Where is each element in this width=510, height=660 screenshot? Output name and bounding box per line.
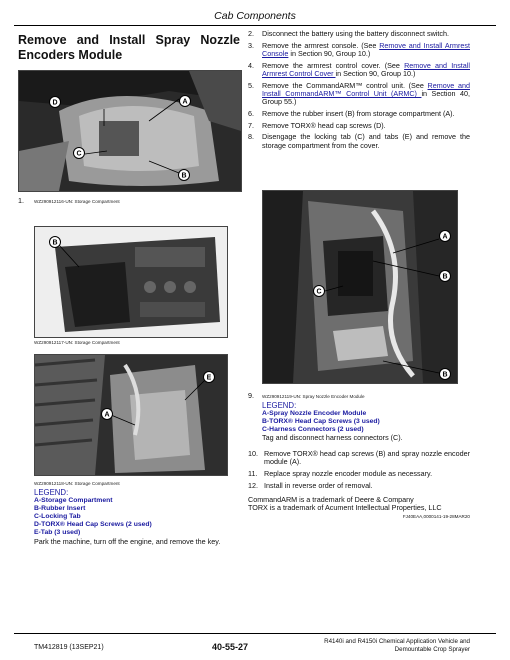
right-column	[248, 30, 470, 153]
legend-item: B-Rubber Insert	[34, 505, 86, 512]
link-armrest-control-cover[interactable]: Remove and Install Armrest Control Cover	[262, 60, 470, 78]
callout-e: E	[206, 374, 212, 382]
section-title: Remove and Install Spray Nozzle	[18, 33, 240, 47]
figure-caption-3: WZ290912118-UN: Storage Compartment	[34, 481, 120, 486]
step-item: 10. Remove TORX® head cap screws (B) and spray nozzle encoder module (A).	[248, 449, 470, 467]
callout-b-2: B	[52, 239, 58, 247]
callout-a: A	[182, 98, 188, 106]
callout-b-4b: B	[442, 371, 448, 379]
trademark-commandarm: CommandARM is a trademark of Deere & Company	[248, 495, 414, 504]
park-machine-note: Park the machine, turn off the engine, and remove the key.	[34, 537, 221, 546]
figure-caption-2: WZ290912117-UN: Storage Compartment	[34, 340, 120, 345]
legend-item: C-Locking Tab	[34, 513, 81, 520]
header-rule	[14, 25, 496, 26]
step-item: 8. Disengage the locking tab (C) and tabs (E) and remove the storage compartment from the cover.	[248, 132, 470, 150]
figure-storage-compartment-1	[18, 70, 242, 192]
step-item: 2. Disconnect the battery using the battery disconnect switch.	[248, 29, 449, 38]
section-title-line2: Encoders Module	[18, 48, 123, 62]
figure-storage-compartment-3	[34, 354, 228, 476]
trademark-torx: TORX is a trademark of Acument Intellectual Properties, LLC	[248, 503, 442, 513]
legend-left	[34, 488, 234, 546]
footer-page-number: 40-55-27	[212, 642, 249, 652]
callout-c-4: C	[316, 288, 322, 296]
legend-item: D-TORX® Head Cap Screws (2 used)	[34, 521, 152, 528]
legend-item: E-Tab (3 used)	[34, 529, 81, 536]
steps-list-a	[248, 30, 470, 150]
figure-number-1: 1.	[18, 196, 24, 205]
figure-storage-compartment-2	[34, 226, 228, 338]
footer-product: R4140i and R4150i Chemical Application Vehicle and Demountable Crop Sprayer	[324, 638, 470, 653]
figure-spray-nozzle-encoder-module	[262, 190, 458, 384]
legend-item: A-Spray Nozzle Encoder Module	[262, 410, 367, 417]
callout-d: D	[52, 99, 58, 107]
legend-item: A-Storage Compartment	[34, 497, 113, 504]
callout-a-3: A	[104, 411, 110, 419]
link-armrest-console[interactable]: Remove and Install Armrest Console	[262, 40, 470, 58]
page-header: Cab Components	[214, 10, 296, 22]
step-item: 12. Install in reverse order of removal.	[248, 480, 373, 490]
figure-caption-1: WZ290912116-UN: Storage Compartment	[34, 199, 120, 204]
callout-c: C	[76, 150, 82, 158]
figure-number-9: 9.	[248, 391, 254, 400]
legend-heading: LEGEND:	[34, 488, 69, 497]
steps-list-b	[248, 450, 470, 493]
step-item: 11. Replace spray nozzle encoder module as necessary.	[248, 469, 433, 478]
step-item: 5. Remove the CommandARM™ control unit. (See Remove and Install CommandARM™ Control Unit (ARMC) in Section 40, Group 55.)	[248, 80, 470, 107]
figure-caption-4: WZ290912119-UN: Spray Nozzle Encoder Module	[262, 394, 365, 399]
step-item: 7. Remove TORX® head cap screws (D).	[248, 120, 386, 130]
legend-item: B-TORX® Head Cap Screws (3 used)	[262, 418, 380, 425]
footer-manual-id: TM412819 (13SEP21)	[34, 644, 104, 651]
step9-text: Tag and disconnect harness connectors (C).	[262, 433, 403, 442]
callout-b: B	[181, 172, 187, 180]
link-commandarm-control-unit[interactable]: Remove and Install CommandARM™ Control Unit (ARMC)	[262, 80, 470, 98]
left-column	[18, 30, 240, 67]
legend-item: C-Harness Connectors (2 used)	[262, 426, 364, 433]
callout-b-4: B	[442, 273, 448, 281]
step-item: 6. Remove the rubber insert (B) from storage compartment (A).	[248, 109, 455, 118]
legend-right	[262, 401, 472, 442]
trademarks	[248, 496, 470, 519]
document-code: FJ40EAA,0000141-19-28MAR20	[402, 513, 470, 519]
footer-rule	[14, 633, 496, 634]
step-item: 3. Remove the armrest console. (See Remove and Install Armrest Console in Section 90, Group 10.)	[248, 40, 470, 58]
legend-heading: LEGEND:	[262, 401, 297, 410]
callout-a-4: A	[442, 233, 448, 241]
step-item: 4. Remove the armrest control cover. (See Remove and Install Armrest Control Cover in Section 90, Group 10.)	[248, 60, 470, 78]
